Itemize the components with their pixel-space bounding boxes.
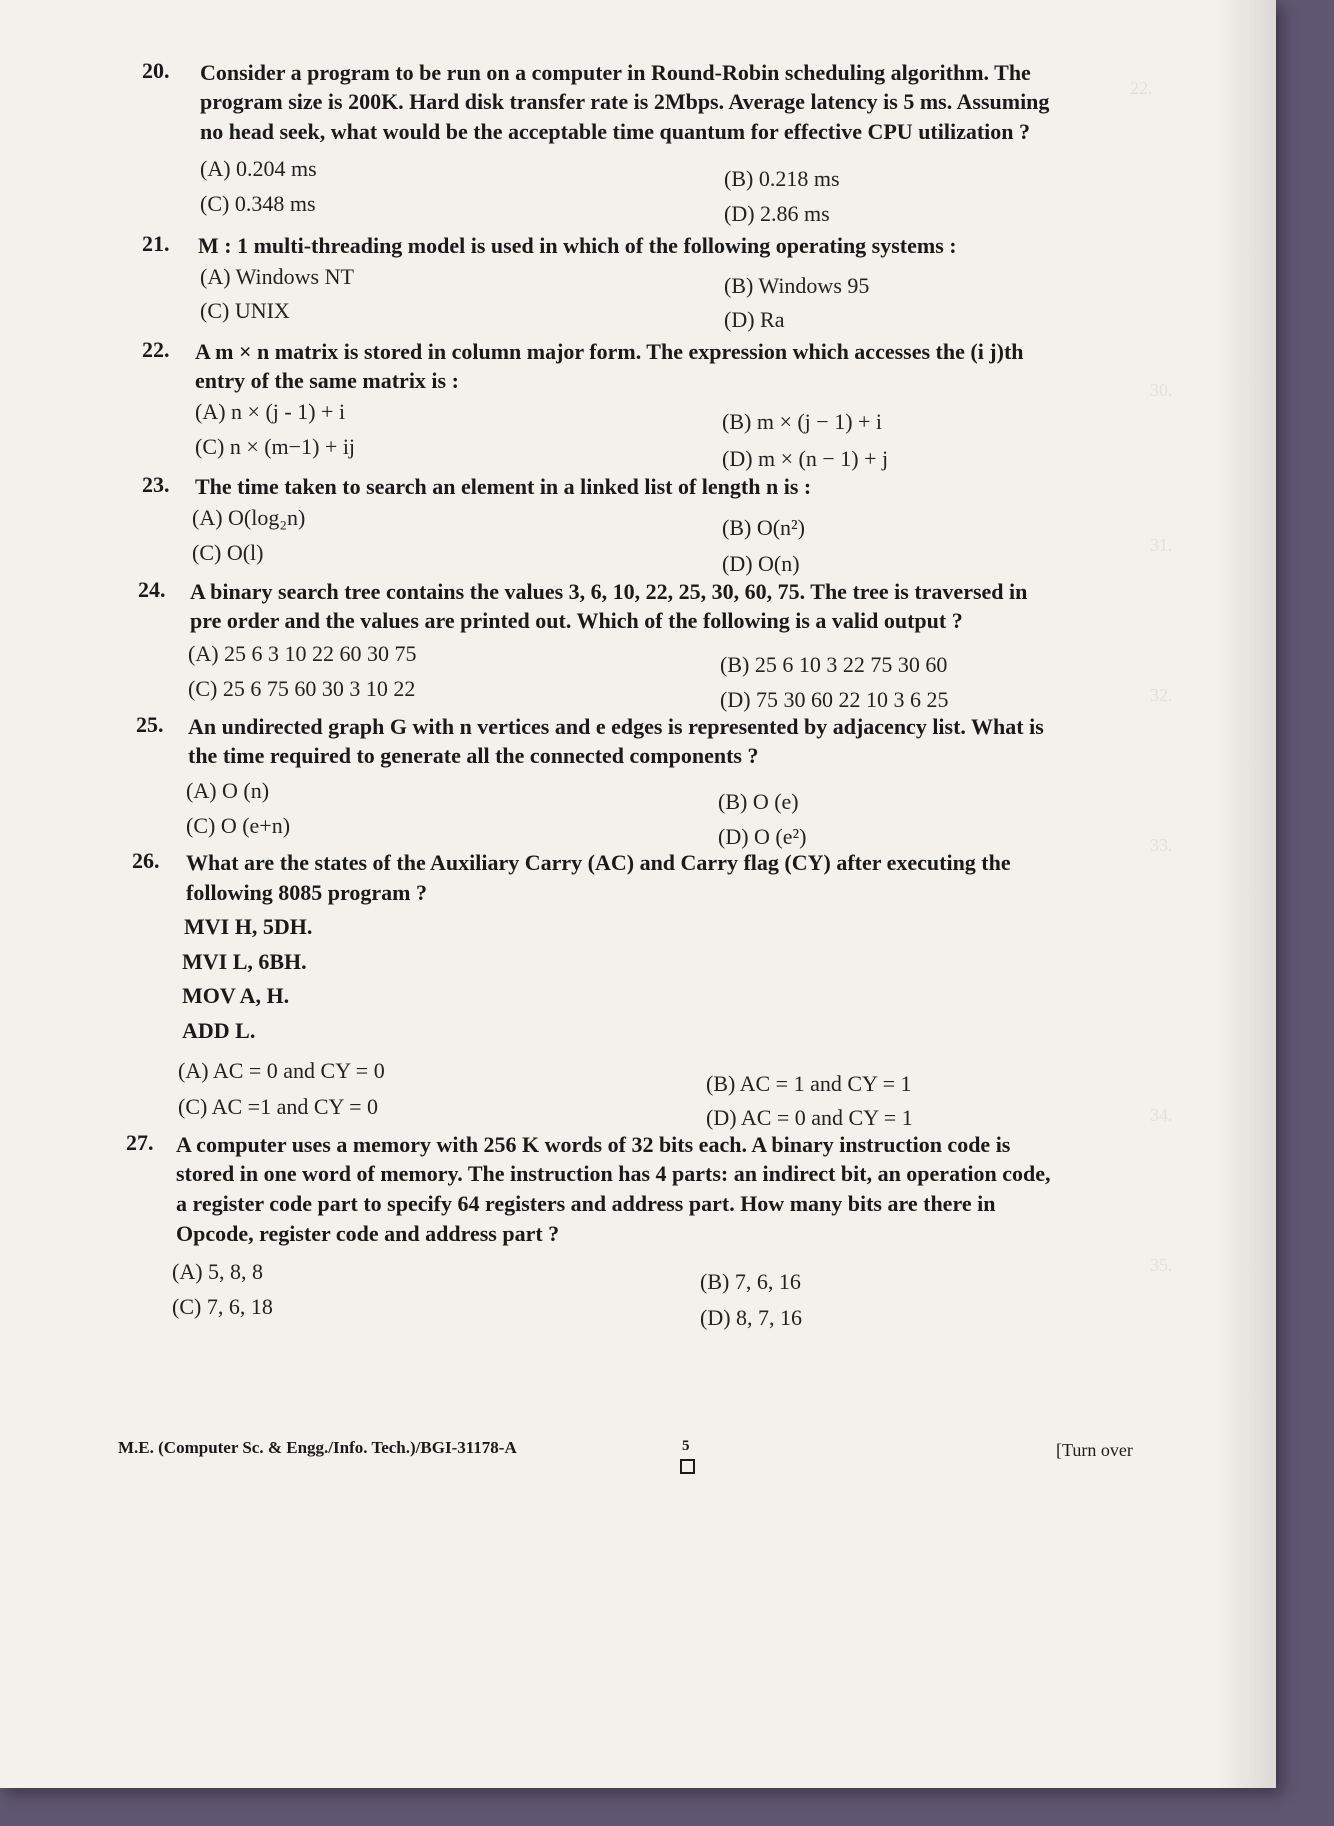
question-text-line: The time taken to search an element in a linked list of length n is : bbox=[195, 474, 812, 499]
bleed-through-text: 35. bbox=[1150, 1255, 1173, 1275]
option-d: (D) 2.86 ms bbox=[724, 201, 830, 226]
option-c: (C) 0.348 ms bbox=[200, 191, 316, 216]
option-a: (A) 0.204 ms bbox=[200, 156, 317, 181]
option-c: (C) UNIX bbox=[200, 298, 290, 323]
question-text-line: entry of the same matrix is : bbox=[195, 368, 459, 393]
question-text-line: the time required to generate all the connected components ? bbox=[188, 743, 759, 768]
option-d: (D) AC = 0 and CY = 1 bbox=[706, 1105, 913, 1130]
option-d: (D) O (e²) bbox=[718, 824, 807, 849]
option-c: (C) n × (m−1) + ij bbox=[195, 434, 356, 459]
question-text-line: A binary search tree contains the values 3, 6, 10, 22, 25, 30, 60, 75. The tree is traversed in bbox=[190, 579, 1028, 604]
option-d: (D) 75 30 60 22 10 3 6 25 bbox=[720, 687, 949, 712]
question-number: 25. bbox=[136, 712, 164, 737]
option-c: (C) O (e+n) bbox=[186, 813, 291, 838]
option-a: (A) O (n) bbox=[186, 778, 270, 803]
code-line: MVI H, 5DH. bbox=[184, 914, 313, 939]
option-a: (A) 5, 8, 8 bbox=[172, 1259, 264, 1284]
option-b: (B) AC = 1 and CY = 1 bbox=[706, 1071, 912, 1096]
option-a: (A) Windows NT bbox=[200, 264, 354, 289]
question-number: 20. bbox=[142, 58, 170, 83]
question-text-line: A m × n matrix is stored in column major form. The expression which accesses the (i j)th bbox=[195, 339, 1024, 364]
bleed-through-text: 34. bbox=[1150, 1105, 1173, 1125]
bleed-through-text: 30. bbox=[1150, 380, 1173, 400]
option-b: (B) O (e) bbox=[718, 789, 799, 814]
question-text-line: following 8085 program ? bbox=[186, 880, 427, 905]
option-a: (A) AC = 0 and CY = 0 bbox=[178, 1058, 385, 1083]
bleed-through-text: 31. bbox=[1150, 535, 1173, 555]
question-number: 24. bbox=[138, 577, 166, 602]
bleed-through-text: 32. bbox=[1150, 685, 1173, 705]
question-number: 26. bbox=[132, 848, 160, 873]
question-text-line: program size is 200K. Hard disk transfer rate is 2Mbps. Average latency is 5 ms. Assuming bbox=[200, 89, 1050, 114]
question-text-line: M : 1 multi-threading model is used in which of the following operating systems : bbox=[198, 233, 957, 258]
option-c: (C) 7, 6, 18 bbox=[172, 1294, 273, 1319]
question-number: 22. bbox=[142, 337, 170, 362]
question-text-line: pre order and the values are printed out. Which of the following is a valid output ? bbox=[190, 608, 963, 633]
question-number: 23. bbox=[142, 472, 170, 497]
option-d: (D) m × (n − 1) + j bbox=[722, 446, 889, 471]
page-number: 5 bbox=[682, 1438, 690, 1454]
turn-over-label: [Turn over bbox=[1056, 1440, 1133, 1460]
bleed-through-text: 33. bbox=[1150, 835, 1173, 855]
page-box-icon bbox=[680, 1459, 695, 1474]
question-text-line: An undirected graph G with n vertices and e edges is represented by adjacency list. What is bbox=[188, 714, 1044, 739]
option-b: (B) 7, 6, 16 bbox=[700, 1269, 801, 1294]
question-text-line: Opcode, register code and address part ? bbox=[176, 1221, 560, 1246]
option-b: (B) Windows 95 bbox=[724, 273, 870, 298]
bleed-through-text: 22. bbox=[1130, 78, 1153, 98]
option-d: (D) 8, 7, 16 bbox=[700, 1305, 803, 1330]
option-d: (D) Ra bbox=[724, 307, 785, 332]
question-number: 21. bbox=[142, 231, 170, 256]
option-d: (D) O(n) bbox=[722, 551, 800, 576]
option-a: (A) 25 6 3 10 22 60 30 75 bbox=[188, 641, 417, 666]
code-line: MVI L, 6BH. bbox=[182, 949, 307, 974]
question-number: 27. bbox=[126, 1130, 154, 1155]
footer-course-code: M.E. (Computer Sc. & Engg./Info. Tech.)/BGI-31178-A bbox=[118, 1438, 517, 1457]
question-text-line: stored in one word of memory. The instruction has 4 parts: an indirect bit, an operation code, bbox=[176, 1161, 1051, 1186]
code-line: MOV A, H. bbox=[182, 983, 290, 1008]
question-text-line: What are the states of the Auxiliary Carry (AC) and Carry flag (CY) after executing the bbox=[186, 850, 1011, 875]
option-b: (B) 25 6 10 3 22 75 30 60 bbox=[720, 652, 948, 677]
option-b: (B) m × (j − 1) + i bbox=[722, 409, 883, 434]
option-c: (C) O(l) bbox=[192, 540, 264, 565]
option-c: (C) 25 6 75 60 30 3 10 22 bbox=[188, 676, 416, 701]
option-b: (B) 0.218 ms bbox=[724, 166, 840, 191]
question-text-line: A computer uses a memory with 256 K words of 32 bits each. A binary instruction code is bbox=[176, 1132, 1011, 1157]
question-text-line: no head seek, what would be the acceptable time quantum for effective CPU utilization ? bbox=[200, 119, 1031, 144]
option-c: (C) AC =1 and CY = 0 bbox=[178, 1094, 378, 1119]
option-b: (B) O(n²) bbox=[722, 515, 805, 540]
option-a: (A) n × (j - 1) + i bbox=[195, 399, 346, 424]
option-a: (A) O(log₂n) bbox=[192, 505, 306, 530]
code-line: ADD L. bbox=[182, 1018, 256, 1043]
question-text-line: Consider a program to be run on a computer in Round-Robin scheduling algorithm. The bbox=[200, 60, 1031, 85]
question-text-line: a register code part to specify 64 registers and address part. How many bits are there in bbox=[176, 1191, 996, 1216]
